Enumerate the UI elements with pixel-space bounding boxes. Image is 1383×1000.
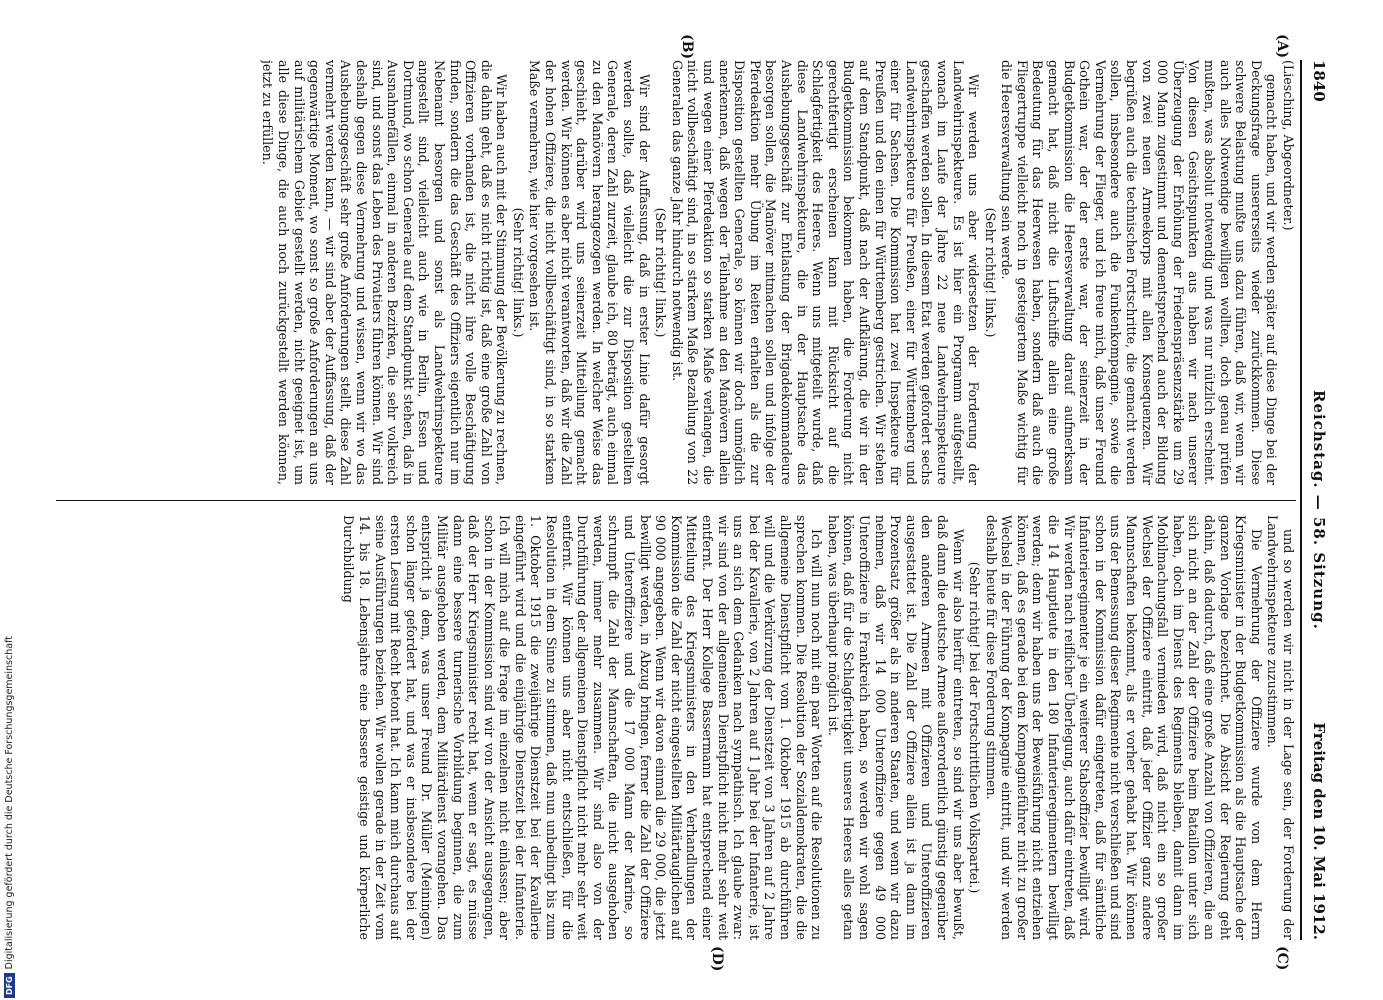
column-divider (56, 500, 1296, 501)
paragraph: gemacht haben, und wir werden später auf diese Dinge bei der Deckungsfrage unsererseits wieder zurückkommen. Diese schwere Belastung mußte uns dazu führen, daß wir, wenn wir auch alles Notwendige bewilligen wollten, doch genau prüfen mußten, was absolut notwendig und was nur nützlich erscheint. Von diesen Gesichtspunkten aus haben wir nach unserer Überzeugung der Erhöhung der Friedenspräsenzstärke um 29 000 Mann zugestimmt und dementsprechend auch der Bildung von zwei neuen Armeekorps mit allen Konsequenzen. Wir begrüßen auch die technischen Fortschritte, die gemacht werden sollen, insbesondere auch die Funkenkompagnie, sowie die Vermehrung der Flieger, und ich freue mich, daß unser Freund Gothein war, der der erste war, der seinerzeit in der Budgetkommission die Heeresverwaltung darauf aufmerksam gemacht hat, daß nicht die Luftschiffe allein eine große Bedeutung für das Heerwesen haben, sondern daß auch die Fliegertruppe vielleicht noch in gesteigertem Maße wichtig für die Heeresverwaltung sein werde. (999, 60, 1280, 485)
margin-mark-c: (C) (1274, 946, 1290, 971)
dfg-logo: DFG (4, 973, 15, 998)
page-number: 1840 (1310, 60, 1328, 102)
paragraph: Wir werden uns aber widersetzen der Forderung der Landwehrinspekteure. Es ist hier ein Programm aufgestellt, wonach im Laufe der Jahre 22 neue Landwehrinspekteure geschaffen werden sollen. In diesem Etat werden gefordert sechs Landwehrinspekteure für Preußen, einer für Württemberg und einer für Sachsen. Die Kommission hat zwei Inspekteure für Preußen und den einen für Württemberg gestrichen. Wir stehen auf dem Standpunkt, daß nach der Aufklärung, die wir in der Budgetkommission bekommen haben, die Forderung nicht gerechtfertigt erscheinen kann mit Rücksicht auf die Schlagfertigkeit des Heeres. Wenn uns mitgeteilt wurde, daß diese Landwehrinspekteure, die in der Hauptsache das Aushebungsgeschäft zur Entlastung der Brigadekommandeure besorgen sollen, die Manöver mitmachen sollen und infolge der Pferdeaktion mehr Übung im Reiten erhalten als die zur Disposition gestellten Generale, so können wir doch unmöglich anerkennen, daß wegen der Teilnahme an den Manövern allein und wegen einer Pferdeaktion so starken Maße verlangen, die nicht vollbeschäftigt sind, in so starkem Maße Bezahlung von 22 Generalen das ganze Jahr hindurch notwendig ist. (669, 60, 982, 485)
header-date: Freitag den 10. Mai 1912. (1310, 722, 1328, 940)
paragraph: Wir haben auch mit der Stimmung der Bevölkerung zu rechnen, die dahin geht, daß es nicht richtig ist, daß eine große Zahl von Offizieren vorhanden ist, die nicht ihre volle Beschäftigung finden, sondern die das Geschäft des Offiziers eigentlich nur im Nebenamt besorgen und sonst als Landwehrinspekteure angestellt sind, vielleicht auch wie in Berlin, Essen und Dortmund, wo schon Generale auf dem Standpunkt stehen, daß in Ausnahmefällen, einmal in anderen Bezirken, die sehr volkreich sind, und sonst das Leben des Privatiers führen können. Wir sind deshalb gegen diese Vermehrung und wissen, wenn wir wo das Aushebungsgeschäft sehr große Anforderungen stellt, diese Zahl vermehrt werden kann, — wir sind aber der Auffassung, daß der gegenwärtige Moment, wo sonst so große Anforderungen an uns auf militärischem Gebiet gestellt werden, nicht geeignet ist, um alle diese Dinge, die auch noch zurückgestellt werden können, jetzt zu erfüllen. (260, 60, 510, 485)
paragraph: Wenn wir also hierfür eintreten, so sind wir uns aber bewußt, daß dann die deutsche Armee außerordentlich günstig gegenüber den anderen Armeen mit Offizieren und Unteroffizieren ausgestattet ist. Die Zahl der Offiziere allein ist ja dann im Prozentsatz größer als in anderen Staaten, und wenn wir dazu nehmen, daß wir 14 000 Unteroffiziere gegen 49 000 Unteroffiziere in Frankreich haben, so werden wir wohl sagen können, daß für die Schlagfertigkeit unseres Heeres alles getan haben, was überhaupt möglich ist. (825, 515, 966, 940)
margin-mark-b: (B) (679, 34, 695, 60)
paragraph: (Sehr richtig! links.) (510, 207, 526, 338)
paragraph: und so werden wir nicht in der Lage sein, der Forderung der Landwehrinspekteure zuzustimmen. (1265, 515, 1296, 940)
paragraph: (Sehr richtig! bei der Fortschrittlichen Volkspartei.) (967, 561, 983, 894)
paragraph: (Sehr richtig! links.) (653, 207, 669, 338)
header-rule (1300, 60, 1302, 940)
digitization-note-text: Digitalisierung gefördert durch die Deutsche Forschungsgemeinschaft (4, 636, 15, 970)
rotated-page (40, 34, 1330, 972)
right-column (56, 515, 1296, 940)
header-title: Reichstag. — 58. Sitzung. (1310, 390, 1328, 630)
paragraph: Die Vermehrung der Offiziere wurde von dem Herrn Kriegsminister in der Budgetkommission als die Hauptsache der ganzen Vorlage bezeichnet. Die Absicht der Regierung geht dahin, daß dadurch, daß eine große Anzahl von Offizieren, die an sich nicht an der Zahl der Offiziere beim Bataillon unter sich haben, doch im Dienst des Regiments bleiben, damit dann im Mobilmachungsfall vermieden wird, daß nicht ein so großer Wechsel der Offiziere eintritt, daß jeder Offizier ganz andere Mannschaften bekommt, als er vorher gehabt hat. Wir können uns der Bemessung dieser Regimente nicht verschließen und sind schon in der Kommission dafür eingetreten, daß für sämtliche Infanterieregimenter je ein weiterer Stabsoffizier bewilligt wird. Wir werden nach reiflicher Überlegung, auch dafür eintreten, daß die 14 Hauptleute in den 180 Infanterieregimentern bewilligt werden; denn wir haben uns der Beweisführung nicht entziehen können, daß es gerade bei dem Kompagnieführer nicht zu großer Wechsel in der Führung der Kompagnie eintritt, und wir werden deshalb heute für diese Forderung stimmen. (983, 515, 1264, 940)
paragraph: Wir sind der Auffassung, daß in erster Linie dafür gesorgt werden sollte, daß vielleicht die zur Disposition gestellten Generale, deren Zahl zurzeit, glaube ich, 80 beträgt, auch einmal zu den Manövern herangezogen werden. In welcher Weise das geschieht, darüber wird uns seinerzeit Mitteilung gemacht werden. Wir können es aber nicht verantworten, daß wir die Zahl der hohen Offiziere, die nicht vollbeschäftigt sind, in so starkem Maße vermehren, wie hier vorgesehen ist. (527, 60, 652, 485)
running-header (1304, 60, 1330, 940)
left-column (56, 60, 1296, 485)
paragraph: (Liesching, Abgeordneter.) (1281, 60, 1296, 231)
paragraph: Ich will nun noch mit ein paar Worten auf die Resolutionen zu sprechen kommen. Die Resolution der Sozialdemokraten, die die allgemeine Dienstpflicht vom 1. Oktober 1915 ab durchführen will und die Verkürzung der Dienstzeit von 3 Jahren auf 2 Jahre bei der Kavallerie, von 2 Jahren auf 1 Jahr bei der Infanterie, ist uns an sich dem Gedanken nach sympathisch. Ich glaube zwar: wir sind von der allgemeinen Dienstpflicht nicht mehr sehr weit entfernt. Der Herr Kollege Bassermann hat entsprechend einer Mitteilung des Kriegsministers in den Verhandlungen der Kommission die Zahl der nicht eingestellten Militärtauglichen auf 90 000 angegeben. Wenn wir davon einmal die 29 000, die jetzt bewilligt werden, in Abzug bringen, ferner die Zahl der Offiziere und Unteroffiziere und die 17 000 Mann der Marine, so schrumpft die Zahl der Mannschaften, die nicht ausgehoben werden, immer mehr zusammen. Wir sind also von der Durchführung der allgemeinen Dienstpflicht nicht mehr sehr weit entfernt. Wir können uns aber nicht entschließen, für die Resolution in dem Sinne zu stimmen, daß nun unbedingt bis zum 1. Oktober 1915 die zweijährige Dienstzeit bei der Kavallerie eingeführt wird und die einjährige Dienstzeit bei der Infanterie. Ich will mich auf die Frage im einzelnen nicht einlassen; aber schon in der Kommission sind wir von der Ansicht ausgegangen, daß der Herr Kriegsminister recht hat, wenn er sagt, es müsse dann eine bessere turnerische Vorbildung beginnen, die zum Militär ausgehoben werden, dem Militärdienst vorangehen. Das entspricht ja dem, was unser Freund Dr. Müller (Meiningen) schon länger gefordert hat, und was er insbesondere bei der ersten Lesung mit Recht betont hat. Ich kann mich durchaus auf seine Ausführungen beziehen. Wir wollen gerade in der Zeit vom 14. bis 18. Lebensjahre eine bessere geistige und körperliche Durchbildung (341, 515, 825, 940)
paragraph: (Sehr richtig! links.) (982, 207, 998, 338)
margin-mark-d: (D) (709, 946, 725, 972)
margin-mark-a: (A) (1274, 34, 1290, 59)
digitization-note (4, 0, 24, 998)
